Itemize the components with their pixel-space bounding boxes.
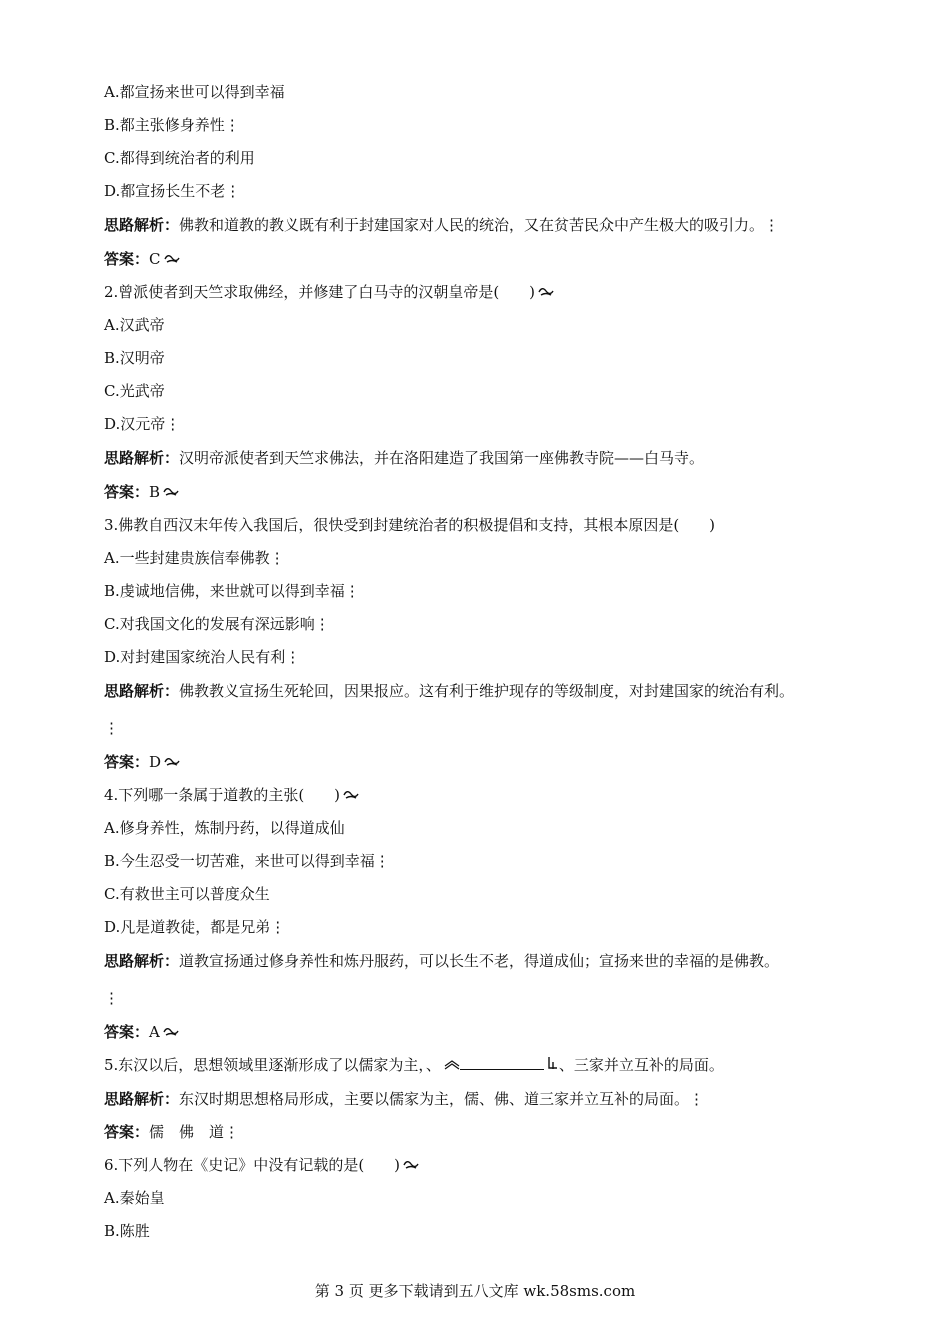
- q3-option-a: A.一些封建贵族信奉佛教⋮: [104, 549, 285, 567]
- double-chevron-mark-icon: [444, 1055, 460, 1075]
- answer-value: D: [149, 753, 162, 771]
- stamp-mark-icon: [547, 1055, 559, 1075]
- q3-option-d: D.对封建国家统治人民有利⋮: [104, 648, 301, 666]
- question-stem: 2.曾派使者到天竺求取佛经，并修建了白马寺的汉朝皇帝是( ): [104, 283, 536, 301]
- q2-option-b: B.汉明帝: [104, 349, 165, 367]
- analysis-text: 汉明帝派使者到天竺求佛法，并在洛阳建造了我国第一座佛教寺院——白马寺。: [179, 449, 705, 467]
- answer-label: 答案：: [104, 250, 150, 268]
- analysis-text: 东汉时期思想格局形成，主要以儒家为主，儒、佛、道三家并立互补的局面。⋮: [179, 1090, 705, 1108]
- analysis-label: 思路解析：: [104, 449, 180, 467]
- q2-option-d: D.汉元帝⋮: [104, 415, 181, 433]
- q4-option-a: A.修身养性，炼制丹药，以得道成仙: [104, 819, 345, 837]
- q3-stem: 3.佛教自西汉末年传入我国后，很快受到封建统治者的积极提倡和支持，其根本原因是( ): [104, 516, 716, 534]
- q6-option-b: B.陈胜: [104, 1222, 150, 1240]
- q4-analysis-cont: ⋮: [104, 989, 119, 1007]
- q4-answer: [104, 1022, 179, 1042]
- scribble-mark-icon: [163, 482, 179, 502]
- scribble-mark-icon: [164, 249, 180, 269]
- analysis-label: 思路解析：: [104, 1090, 180, 1108]
- question-stem: 6.下列人物在《史记》中没有记载的是( ): [104, 1156, 401, 1174]
- answer-label: 答案：: [104, 483, 150, 501]
- q6-option-a: A.秦始皇: [104, 1189, 165, 1207]
- analysis-label: 思路解析：: [104, 952, 180, 970]
- q2-answer: [104, 482, 179, 502]
- scribble-mark-icon: [538, 282, 554, 302]
- question-stem: 4.下列哪一条属于道教的主张( ): [104, 786, 341, 804]
- q4-analysis: [104, 951, 779, 971]
- q3-answer: [104, 752, 180, 772]
- q2-option-c: C.光武帝: [104, 382, 165, 400]
- answer-value: B: [149, 483, 161, 501]
- q1-option-a: A.都宣扬来世可以得到幸福: [104, 83, 285, 101]
- scribble-mark-icon: [163, 1022, 179, 1042]
- analysis-text: 佛教和道教的教义既有利于封建国家对人民的统治，又在贫苦民众中产生极大的吸引力。⋮: [179, 216, 780, 234]
- q2-option-a: A.汉武帝: [104, 316, 165, 334]
- answer-value: 儒 佛 道⋮: [149, 1123, 240, 1141]
- answer-label: 答案：: [104, 1123, 150, 1141]
- analysis-text: 道教宣扬通过修身养性和炼丹服药，可以长生不老，得道成仙；宣扬来世的幸福的是佛教。: [179, 952, 780, 970]
- q3-option-b: B.虔诚地信佛，来世就可以得到幸福⋮: [104, 582, 360, 600]
- q5-stem: [104, 1055, 724, 1075]
- q4-option-b: B.今生忍受一切苦难，来世可以得到幸福⋮: [104, 852, 390, 870]
- answer-value: A: [149, 1023, 160, 1041]
- scribble-mark-icon: [343, 785, 359, 805]
- analysis-label: 思路解析：: [104, 216, 180, 234]
- q1-analysis: [104, 215, 779, 235]
- scribble-mark-icon: [164, 752, 180, 772]
- q4-option-d: D.凡是道教徒，都是兄弟⋮: [104, 918, 286, 936]
- question-stem-part1: 5.东汉以后，思想领域里逐渐形成了以儒家为主，、: [104, 1056, 441, 1074]
- q3-analysis-cont: ⋮: [104, 719, 119, 737]
- q5-analysis: [104, 1089, 704, 1109]
- q4-stem: [104, 785, 359, 805]
- q5-answer: [104, 1122, 239, 1142]
- q1-option-c: C.都得到统治者的利用: [104, 149, 255, 167]
- q1-option-d: D.都宣扬长生不老⋮: [104, 182, 241, 200]
- answer-label: 答案：: [104, 1023, 150, 1041]
- page-footer: 第 3 页 更多下载请到五八文库 wk.58sms.com: [314, 1282, 636, 1300]
- question-stem-part2: 、三家并立互补的局面。: [558, 1056, 724, 1074]
- q2-analysis: [104, 448, 704, 468]
- q1-option-b: B.都主张修身养性⋮: [104, 116, 240, 134]
- analysis-text: 佛教教义宣扬生死轮回，因果报应。这有利于维护现存的等级制度，对封建国家的统治有利。: [179, 682, 795, 700]
- scribble-mark-icon: [403, 1155, 419, 1175]
- analysis-label: 思路解析：: [104, 682, 180, 700]
- fill-in-blank: [460, 1055, 544, 1070]
- q2-stem: [104, 282, 554, 302]
- q6-stem: [104, 1155, 419, 1175]
- q3-option-c: C.对我国文化的发展有深远影响⋮: [104, 615, 330, 633]
- answer-value: C: [149, 250, 161, 268]
- q1-answer: [104, 249, 180, 269]
- q3-analysis: [104, 681, 794, 701]
- answer-label: 答案：: [104, 753, 150, 771]
- q4-option-c: C.有救世主可以普度众生: [104, 885, 270, 903]
